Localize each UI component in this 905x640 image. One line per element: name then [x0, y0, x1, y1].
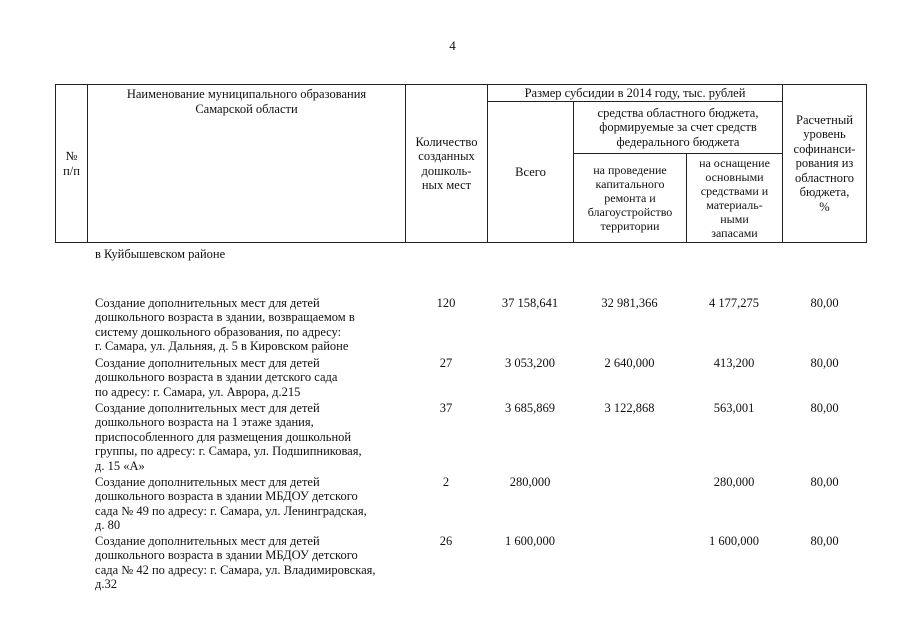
row-total: 3 053,200	[505, 356, 555, 370]
row-description: Создание дополнительных мест для детей дошкольного возраста в здании МБДОУ детского сада № 49 по адресу: г. Самара, ул. Ленинградская, д. 80	[95, 475, 367, 533]
header-col-total: Всего	[515, 164, 546, 179]
table-header	[55, 84, 867, 243]
row-capital: 3 122,868	[604, 401, 655, 415]
row-equipment: 1 600,000	[709, 534, 759, 548]
row-quantity: 27	[439, 356, 453, 370]
row-description: Создание дополнительных мест для детей дошкольного возраста на 1 этаже здания, приспособленного для размещения дошкольной группы, по адресу: г. Самара, ул. Подшипниковая, д. 15 «А»	[95, 401, 362, 473]
row-quantity: 120	[436, 296, 456, 310]
row-rate: 80,00	[810, 534, 839, 548]
page-number: 4	[449, 38, 456, 53]
row-quantity: 37	[439, 401, 453, 415]
row-total: 1 600,000	[505, 534, 555, 548]
row-description: Создание дополнительных мест для детей дошкольного возраста в здании детского сада по адресу: г. Самара, ул. Аврора, д.215	[95, 356, 338, 399]
row-quantity: 26	[439, 534, 453, 548]
header-border-bottom	[55, 242, 867, 243]
row-rate: 80,00	[810, 296, 839, 310]
header-col-equipment: на оснащение основными средствами и материаль- ными запасами	[699, 156, 770, 240]
header-col-rate: Расчетный уровень софинанси- рования из областного бюджета, %	[793, 112, 856, 214]
header-col-number: № п/п	[63, 149, 80, 178]
row-description: Создание дополнительных мест для детей дошкольного возраста в здании МБДОУ детского сада № 42 по адресу: г. Самара, ул. Владимировская, д.32	[95, 534, 376, 592]
header-border-right	[866, 84, 867, 243]
row-equipment: 4 177,275	[709, 296, 759, 310]
row-rate: 80,00	[810, 401, 839, 415]
row-total: 280,000	[509, 475, 551, 489]
row-description: Создание дополнительных мест для детей дошкольного возраста в здании, возвращаемом в систему дошкольного образования, по адресу: г. Самара, ул. Дальняя, д. 5 в Кировском районе	[95, 296, 355, 354]
row-total: 3 685,869	[505, 401, 555, 415]
row-capital: 32 981,366	[601, 296, 658, 310]
header-col-regional: средства областного бюджета, формируемые за счет средств федерального бюджета	[597, 105, 759, 149]
row-capital: 2 640,000	[604, 356, 655, 370]
row-rate: 80,00	[810, 356, 839, 370]
row-equipment: 413,200	[713, 356, 755, 370]
header-col-quantity: Количество созданных дошколь- ных мест	[415, 134, 478, 192]
continuation-text: в Куйбышевском районе	[95, 247, 226, 261]
row-total: 37 158,641	[501, 296, 559, 310]
row-rate: 80,00	[810, 475, 839, 489]
header-col-name: Наименование муниципального образования Самарской области	[126, 87, 367, 116]
header-col-subsidy: Размер субсидии в 2014 году, тыс. рублей	[524, 85, 746, 100]
row-quantity: 2	[442, 475, 450, 489]
row-equipment: 280,000	[713, 475, 755, 489]
header-col-capital: на проведение капитального ремонта и благоустройство территории	[587, 163, 673, 233]
row-equipment: 563,001	[713, 401, 755, 415]
